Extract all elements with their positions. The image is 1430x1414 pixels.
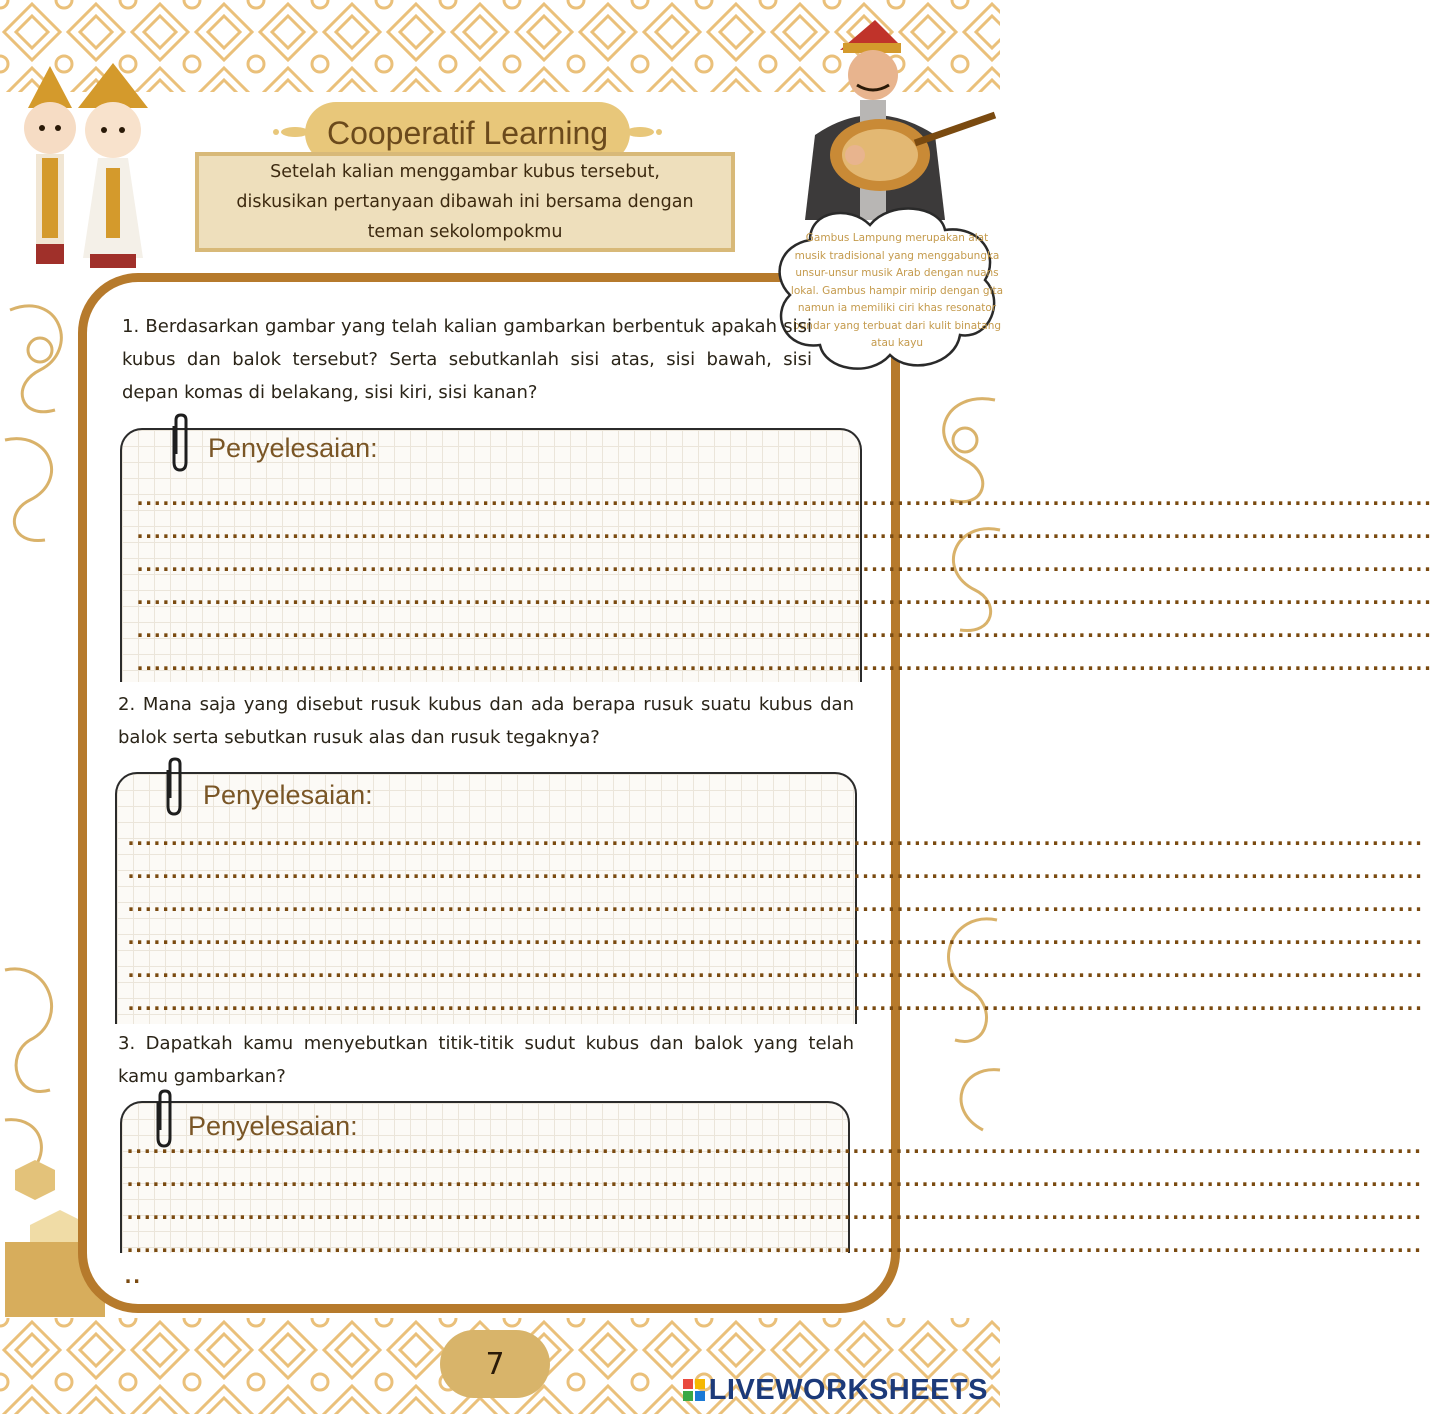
answer-box-2[interactable] [115, 772, 1422, 1024]
answer-line-1-6[interactable]: ...................................................................................................................................................... [134, 651, 1430, 675]
speech-bubble-text: Gambus Lampung merupakan alat musik tradisional yang menggabungka unsur-unsur musik Arab dengan nuans lokal. Gambus hampir mirip dengan gita namun ia memiliki ciri khas resonator bundar yang terbuat dari kulit binatang atau kayu [790, 232, 1004, 349]
answer-line-3-4[interactable]: ...................................................................................................................................................... [124, 1233, 1421, 1257]
answer-line-2-3[interactable]: ...................................................................................................................................................... [125, 892, 1422, 916]
answer-line-2-4[interactable]: ...................................................................................................................................................... [125, 925, 1422, 949]
paper-clip-icon [152, 1088, 176, 1150]
answer-line-2-1[interactable]: ...................................................................................................................................................... [125, 826, 1422, 850]
answer-line-3-2[interactable]: ...................................................................................................................................................... [124, 1167, 1421, 1191]
answer-box-1[interactable] [120, 428, 1430, 682]
answer-line-1-5[interactable]: ...................................................................................................................................................... [134, 618, 1430, 642]
answer-line-1-3[interactable]: ...................................................................................................................................................... [134, 552, 1430, 576]
question-3: 3. Dapatkah kamu menyebutkan titik-titik sudut kubus dan balok yang telah kamu gambarkan? [118, 1033, 854, 1087]
paper-clip-icon [162, 756, 186, 818]
page-title: Cooperatif Learning [305, 102, 630, 164]
paper-clip-icon [168, 412, 192, 474]
answer-label-1: Penyelesaian: [208, 433, 378, 463]
brand-text: LIVEWORKSHEETS [708, 1374, 988, 1406]
answer-line-3-overflow[interactable]: .. [122, 1264, 140, 1288]
question-2: 2. Mana saja yang disebut rusuk kubus dan ada berapa rusuk suatu kubus dan balok serta sebutkan rusuk alas dan rusuk tegaknya? [118, 694, 854, 748]
answer-line-1-2[interactable]: ...................................................................................................................................................... [134, 519, 1430, 543]
page-number: 7 [440, 1330, 550, 1398]
answer-line-1-1[interactable]: ...................................................................................................................................................... [134, 486, 1430, 510]
answer-label-3: Penyelesaian: [188, 1111, 358, 1141]
liveworksheets-logo-icon [683, 1379, 705, 1401]
answer-line-2-2[interactable]: ...................................................................................................................................................... [125, 859, 1422, 883]
instruction-text: Setelah kalian menggambar kubus tersebut, diskusikan pertanyaan dibawah ini bersama dengan teman sekolompokmu [236, 162, 694, 242]
answer-label-2: Penyelesaian: [203, 780, 373, 810]
left-swirl-ornament [0, 290, 90, 560]
answer-box-3[interactable] [120, 1101, 1421, 1257]
instruction-box [195, 152, 735, 252]
answer-line-1-4[interactable]: ...................................................................................................................................................... [134, 585, 1430, 609]
lampung-couple-illustration [8, 58, 158, 273]
answer-line-2-6[interactable]: ...................................................................................................................................................... [125, 991, 1422, 1015]
answer-line-3-1[interactable]: ...................................................................................................................................................... [124, 1134, 1421, 1158]
title-left-flourish [270, 120, 310, 150]
answer-line-2-5[interactable]: ...................................................................................................................................................... [125, 958, 1422, 982]
liveworksheets-brand [683, 1374, 988, 1407]
gambus-player-illustration [795, 15, 1000, 220]
title-right-flourish [625, 120, 665, 150]
answer-line-3-3[interactable]: ...................................................................................................................................................... [124, 1200, 1421, 1224]
question-1: 1. Berdasarkan gambar yang telah kalian gambarkan berbentuk apakah sisi kubus dan balok tersebut? Serta sebutkanlah sisi atas, sisi bawah, sisi depan komas di belakang, sisi kiri, sisi kanan? [122, 316, 812, 403]
